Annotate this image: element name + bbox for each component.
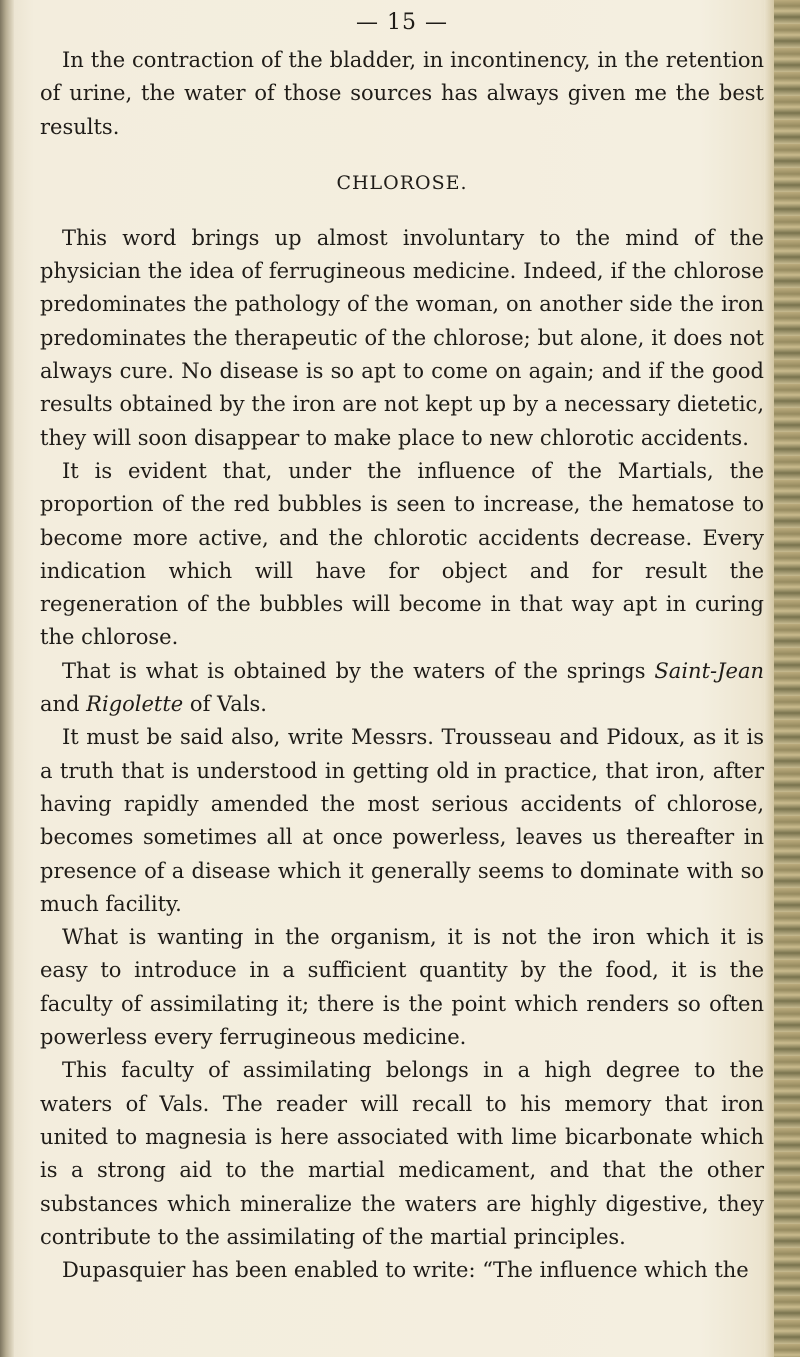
left-gutter-shadow [0, 0, 14, 1357]
section-heading: CHLOROSE. [336, 171, 468, 194]
paragraph-assimilating: This faculty of assimilating belongs in a high degree to the waters of Vals. The reader will recall to his memory that iron united to magnesia is here associated with lime bicarbonate which is a strong aid to the martial medicament, and that the other substances which mineralize the waters are highly digestive, they contribute to the assimilating of the martial principles. [40, 1058, 764, 1249]
spring-name-rigolette: Rigolette [86, 692, 184, 717]
springs-text-before: That is what is obtained by the waters of the springs [62, 658, 655, 683]
paragraph-organism: What is wanting in the organism, it is not the iron which it is easy to introduce in a sufficient quantity by the food, it is the faculty of assimilating it; there is the point which renders so often powerless every ferrugineous medicine. [40, 925, 764, 1050]
paragraph-chlorose-intro: This word brings up almost involuntary to the mind of the physician the idea of ferrugineous medicine. Indeed, if the chlorose predominates the pathology of the woman, on another side the iron predominates the therapeutic of the chlorose; but alone, it does not always cure. No disease is so apt to come on again; and if the good results obtained by the iron are not kept up by a necessary dietetic, they will soon disappear to make place to new chlorotic accidents. [40, 225, 764, 450]
page-content [40, 10, 764, 1287]
paragraph-martials: It is evident that, under the influence of the Martials, the proportion of the red bubbles is seen to increase, the hematose to become more active, and the chlorotic accidents decrease. Every indication which will have for object and for result the regeneration of the bubbles will become in that way apt in curing the chlorose. [40, 458, 764, 650]
paragraph-springs [40, 655, 764, 722]
page-number: — 15 — [356, 10, 448, 35]
body-text [40, 222, 764, 1288]
springs-text-after: of Vals. [183, 692, 267, 717]
paragraph-dupasquier: Dupasquier has been enabled to write: “The influence which the [62, 1258, 749, 1283]
intro-paragraph: In the contraction of the bladder, in incontinency, in the retention of urine, the water of those sources has always given me the best results. [40, 48, 764, 139]
paragraph-trousseau-pidoux: It must be said also, write Messrs. Trousseau and Pidoux, as it is a truth that is understood in getting old in practice, that iron, after having rapidly amended the most serious accidents of chlorose, becomes sometimes all at once powerless, leaves us thereafter in presence of a disease which it generally seems to dominate with so much facility. [40, 725, 764, 916]
binding-edge [774, 0, 800, 1357]
spring-name-saint-jean: Saint-Jean [654, 658, 764, 683]
springs-text-middle: and [40, 692, 87, 717]
page-edge-shadow [764, 0, 774, 1357]
